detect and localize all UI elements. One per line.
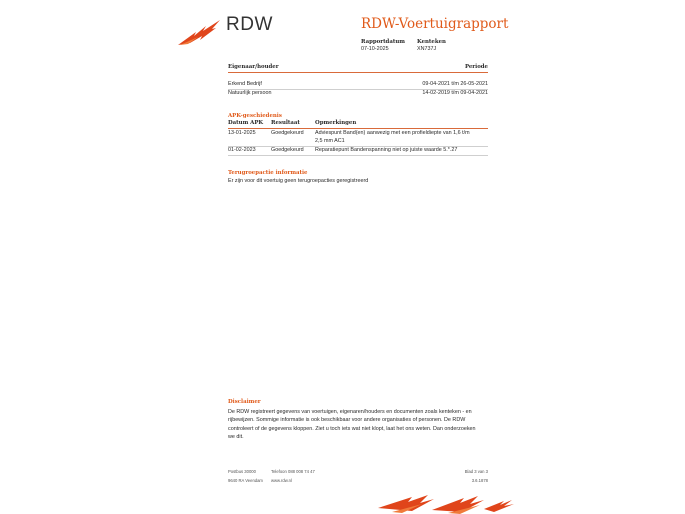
apk-section-title: APK-geschiedenis [228,113,282,119]
apk-row-1-remark-cont: 2,5 mm AC1 [315,138,345,144]
apk-row-2-remark: Reparatiepunt Bandenspanning niet op juiste waarde 5.*.27 [315,147,458,153]
owners-period-heading: Periode [464,64,488,70]
apk-table-bottom [228,155,488,156]
disclaimer-line-1: De RDW registreert gegevens van voertuigen, eigenaren/houders en documenten zoals kenteken - en [228,409,472,415]
apk-row-1-date: 13-01-2025 [228,130,256,136]
footer-phone: Telefoon 088 008 74 47 [271,469,315,474]
rdw-logo-icon [176,18,224,48]
disclaimer-line-3: controleert of de gegevens kloppen. Ziet u toch iets wat niet klopt, laat het ons weten. Dan onderzoeken [228,426,476,432]
apk-rule [228,128,488,129]
meta-value-date: 07-10-2025 [361,46,389,52]
apk-row-2-result: Goedgekeurd [271,147,304,153]
meta-label-kenteken: Kenteken [417,39,446,45]
apk-row-1-remark: Adviespunt Band(en) aanwezig met een profieldiepte van 1,6 t/m [315,130,470,136]
footer-postcode: 9640 RA Veendam [228,478,263,483]
footer-postbus: Postbus 30000 [228,469,256,474]
owner-row-1-name: Erkend Bedrijf [228,81,262,87]
owner-row-2-name: Natuurlijk persoon [228,90,272,96]
owners-heading: Eigenaar/houder [228,64,279,70]
logo-text: RDW [226,14,273,35]
recall-text: Er zijn voor dit voertuig geen terugroepacties geregistreerd [228,178,369,184]
disclaimer-line-2: rijbewijzen. Sommige informatie is ook beschikbaar voor andere organisaties of personen. De RDW [228,417,466,423]
apk-row-2-date: 01-02-2023 [228,147,256,153]
report-title: RDW-Voertuigrapport [361,16,509,32]
footer-code: 3.6.1878 [471,478,488,483]
footer-stripes-icon [372,494,528,514]
apk-col-date: Datum APK [228,120,264,126]
owner-row-2-period: 14-02-2019 t/m 09-04-2021 [422,90,488,96]
owner-row-1-period: 09-04-2021 t/m 26-05-2021 [422,81,488,87]
disclaimer-line-4: we dit. [228,434,244,440]
apk-row-1-result: Goedgekeurd [271,130,304,136]
meta-label-date: Rapportdatum [361,39,405,45]
apk-col-result: Resultaat [271,120,300,126]
meta-value-kenteken: XN737J [417,46,437,52]
footer-website: www.rdw.nl [271,478,292,483]
footer-page: Blad 3 van 3 [464,469,488,474]
apk-col-remarks: Opmerkingen [315,120,357,126]
owners-rule [228,72,488,73]
recall-section-title: Terugroepactie informatie [228,170,308,176]
disclaimer-title: Disclaimer [228,399,261,405]
